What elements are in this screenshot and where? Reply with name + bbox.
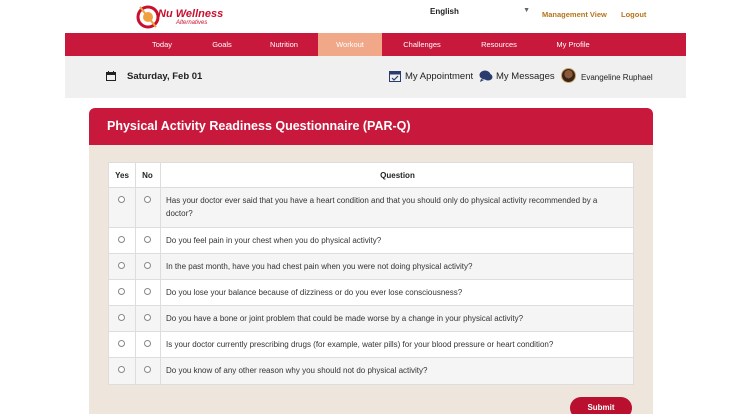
logo[interactable] [136, 3, 226, 31]
question-text: Is your doctor currently prescribing drugs (for example, water pills) for your blood pressure or heart condition? [166, 340, 554, 349]
nav-item-nutrition[interactable]: Nutrition [270, 40, 298, 49]
my-messages-link[interactable]: My Messages [496, 71, 555, 82]
no-radio[interactable] [144, 288, 151, 295]
top-header [0, 0, 750, 33]
column-question: Question [380, 171, 415, 180]
nav-item-goals[interactable]: Goals [212, 40, 232, 49]
logo-text: Nu Wellness [158, 8, 224, 20]
questionnaire-table [108, 162, 634, 385]
nav-item-workout[interactable]: Workout [318, 33, 382, 56]
sub-header [65, 56, 686, 98]
my-appointment-link[interactable]: My Appointment [405, 71, 474, 82]
column-no: No [142, 171, 153, 180]
table-row [109, 332, 633, 358]
table-row [109, 280, 633, 306]
question-text: Do you have a bone or joint problem that could be made worse by a change in your physical activity? [166, 314, 524, 323]
question-text: Has your doctor ever said that you have a heart condition and that you should only do physical activity recommended by a doctor? [166, 196, 598, 218]
question-text: Do you lose your balance because of dizziness or do you ever lose consciousness? [166, 288, 463, 297]
chevron-down-icon: ▼ [523, 7, 530, 14]
no-radio[interactable] [144, 340, 151, 347]
logo-subtext: Alternatives [176, 20, 208, 26]
table-header [109, 163, 633, 188]
table-row [109, 358, 633, 384]
avatar[interactable] [561, 68, 576, 83]
table-row [109, 254, 633, 280]
questionnaire-title: Physical Activity Readiness Questionnaire (PAR-Q) [107, 119, 411, 133]
yes-radio[interactable] [118, 262, 125, 269]
yes-radio[interactable] [118, 196, 125, 203]
questionnaire-header [89, 108, 653, 145]
question-text: In the past month, have you had chest pain when you were not doing physical activity? [166, 262, 473, 271]
yes-radio[interactable] [118, 314, 125, 321]
current-date: Saturday, Feb 01 [127, 71, 203, 82]
yes-radio[interactable] [118, 340, 125, 347]
yes-radio[interactable] [118, 236, 125, 243]
nav-item-my-profile[interactable]: My Profile [556, 40, 590, 49]
logout-link[interactable]: Logout [621, 10, 647, 19]
main-nav [65, 33, 686, 56]
submit-button[interactable]: Submit [570, 397, 632, 414]
column-yes: Yes [115, 171, 129, 180]
user-name[interactable]: Evangeline Ruphael [581, 73, 653, 82]
calendar-icon [106, 71, 116, 81]
question-text: Do you feel pain in your chest when you do physical activity? [166, 236, 382, 245]
management-view-link[interactable]: Management View [542, 10, 607, 19]
question-text: Do you know of any other reason why you should not do physical activity? [166, 366, 428, 375]
no-radio[interactable] [144, 196, 151, 203]
no-radio[interactable] [144, 262, 151, 269]
no-radio[interactable] [144, 236, 151, 243]
no-radio[interactable] [144, 314, 151, 321]
messages-icon [479, 70, 493, 82]
nav-item-challenges[interactable]: Challenges [403, 40, 441, 49]
yes-radio[interactable] [118, 366, 125, 373]
table-row [109, 188, 633, 228]
no-radio[interactable] [144, 366, 151, 373]
nav-item-today[interactable]: Today [151, 40, 172, 49]
nav-item-resources[interactable]: Resources [481, 40, 517, 49]
table-row [109, 306, 633, 332]
table-row [109, 228, 633, 254]
appointment-icon [389, 70, 402, 82]
language-value: English [430, 7, 459, 16]
yes-radio[interactable] [118, 288, 125, 295]
language-select[interactable] [430, 7, 530, 25]
